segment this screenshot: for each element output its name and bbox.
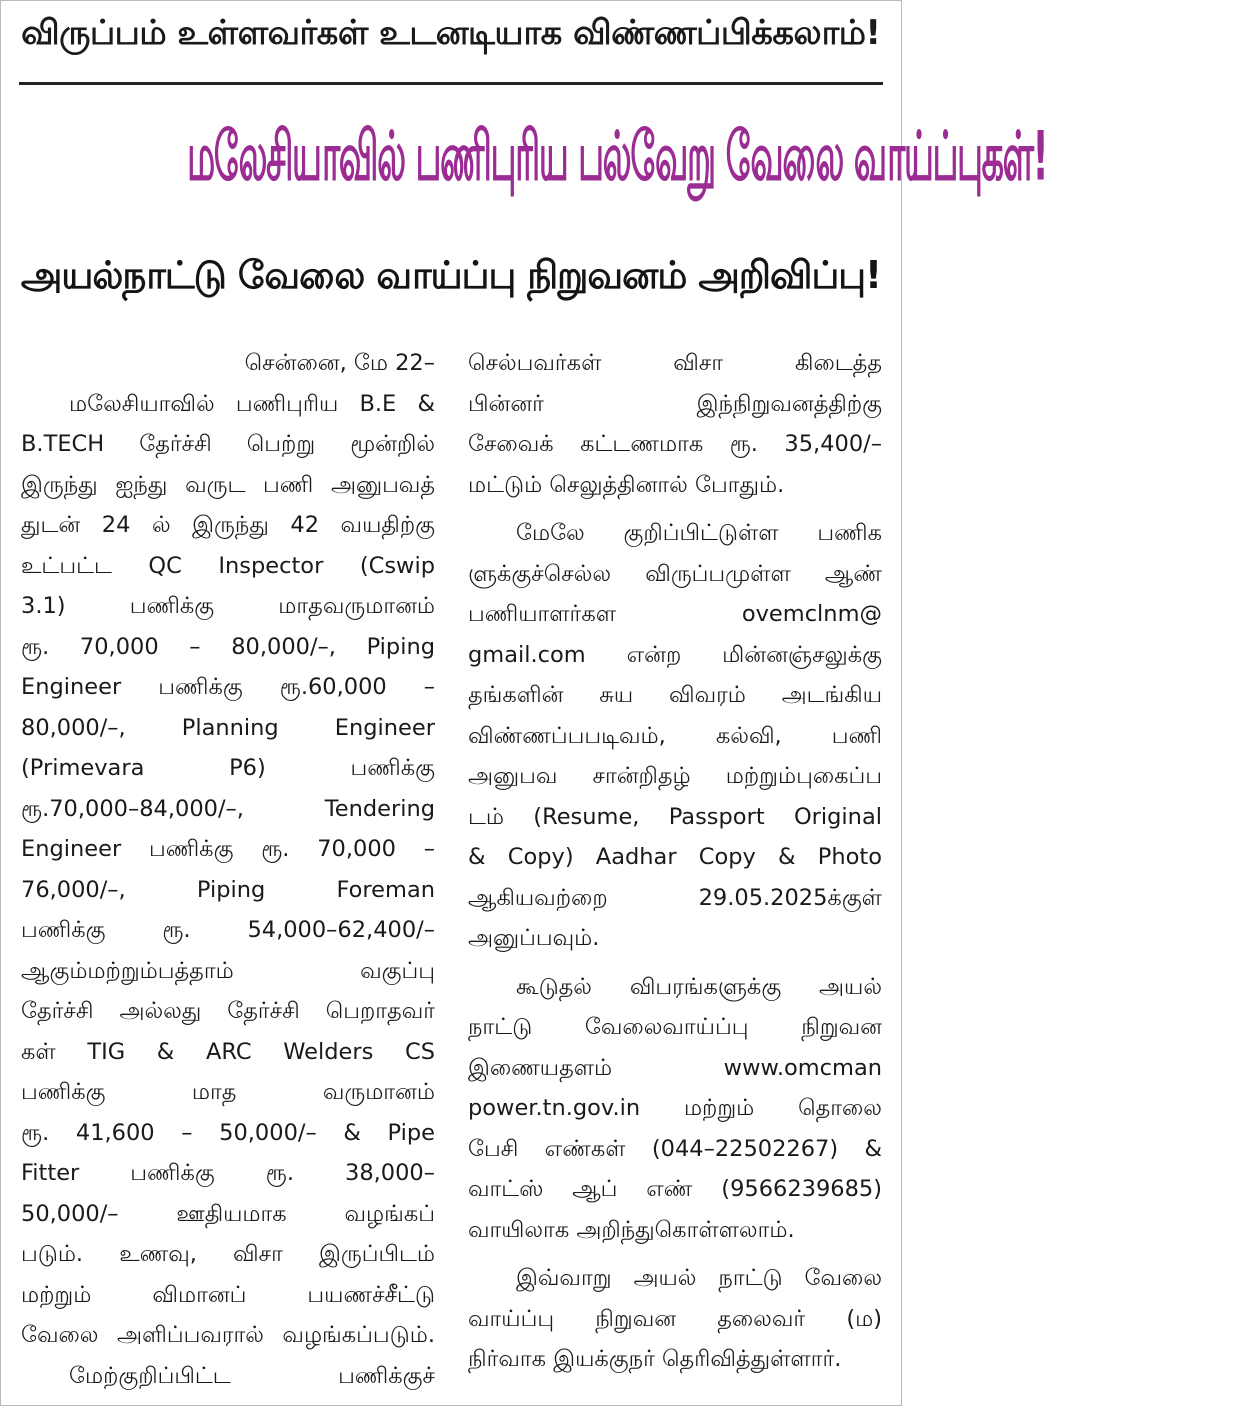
- article-line: ரூ.70,000–84,000/–, Tendering: [21, 795, 435, 822]
- article-line: நிர்வாக இயக்குநர் தெரிவித்துள்ளார்.: [468, 1346, 842, 1372]
- paragraph-gap: [468, 959, 882, 967]
- sub-headline: அயல்நாட்டு வேலை வாய்ப்பு நிறுவனம் அறிவிப்பு!: [20, 253, 882, 297]
- article-line: உட்பட்ட QC Inspector (Cswip: [21, 552, 435, 579]
- article-line: ரூ. 70,000 – 80,000/–, Piping: [21, 633, 435, 660]
- header-rule: [19, 82, 883, 85]
- whatsapp-line: வாட்ஸ் ஆப் எண் (9566239685): [468, 1176, 882, 1202]
- website-line: power.tn.gov.in மற்றும் தொலை: [468, 1095, 882, 1121]
- article-left-column: [21, 343, 435, 1396]
- article-line: பின்னர் இந்நிறுவனத்திற்கு: [468, 390, 882, 417]
- article-line: அனுபவ சான்றிதழ் மற்றும்புகைப்ப: [468, 763, 882, 789]
- article-line: ளுக்குச்செல்ல விருப்பமுள்ள ஆண்: [468, 560, 882, 587]
- article-line: பணிக்கு ரூ. 54,000–62,400/–: [21, 917, 435, 943]
- article-line: B.TECH தேர்ச்சி பெற்று மூன்றில்: [21, 431, 435, 457]
- article-line: மேலே குறிப்பிட்டுள்ள பணிக: [516, 520, 882, 546]
- main-headline: மலேசியாவில் பணிபுரிய பல்வேறு வேலை வாய்ப்புகள்!: [187, 117, 1048, 196]
- article-line: இவ்வாறு அயல் நாட்டு வேலை: [516, 1265, 882, 1291]
- article-line: ஆகும்மற்றும்பத்தாம் வகுப்பு: [21, 957, 435, 984]
- article-line: விண்ணப்பபடிவம், கல்வி, பணி: [468, 722, 882, 749]
- article-line: தங்களின் சுய விவரம் அடங்கிய: [468, 682, 882, 708]
- article-line: மலேசியாவில் பணிபுரிய B.E &: [69, 390, 435, 417]
- article-line: கூடுதல் விபரங்களுக்கு அயல்: [516, 973, 882, 1000]
- article-line: செல்பவர்கள் விசா கிடைத்த: [468, 350, 882, 376]
- website-line: இணையதளம் www.omcman: [468, 1054, 882, 1081]
- article-line: நாட்டு வேலைவாய்ப்பு நிறுவன: [468, 1014, 882, 1040]
- article-line: அனுப்பவும்.: [468, 925, 600, 951]
- phone-line: பேசி எண்கள் (044–22502267) &: [468, 1135, 882, 1162]
- email-line: gmail.com என்ற மின்னஞ்சலுக்கு: [468, 641, 882, 668]
- article-line: இருந்து ஐந்து வருட பணி அனுபவத்: [21, 471, 435, 498]
- article-line: மட்டும் செலுத்தினால் போதும்.: [468, 471, 785, 498]
- article-line: பணிக்கு மாத வருமானம்: [21, 1079, 435, 1105]
- article-line: துடன் 24 ல் இருந்து 42 வயதிற்கு: [21, 512, 435, 538]
- article-line: மற்றும் விமானப் பயணச்சீட்டு: [21, 1281, 435, 1308]
- paragraph-gap: [468, 505, 882, 513]
- article-line: Fitter பணிக்கு ரூ. 38,000–: [21, 1160, 435, 1186]
- article-line: 3.1) பணிக்கு மாதவருமானம்: [21, 593, 435, 619]
- article-line: 80,000/–, Planning Engineer: [21, 714, 435, 741]
- deadline-line: ஆகியவற்றை 29.05.2025க்குள்: [468, 884, 882, 911]
- article-line: படும். உணவு, விசா இருப்பிடம்: [21, 1241, 435, 1267]
- article-line: வேலை அளிப்பவரால் வழங்கப்படும்.: [21, 1322, 435, 1348]
- article-right-column: [468, 343, 882, 1380]
- email-line: பணியாளர்கள ovemclnm@: [468, 601, 882, 627]
- article-line: ரூ. 41,600 – 50,000/– & Pipe: [21, 1119, 435, 1146]
- dateline: சென்னை, மே 22–: [244, 350, 435, 376]
- top-line-heading: விருப்பம் உள்ளவர்கள் உடனடியாக விண்ணப்பிக்கலாம்!: [21, 13, 881, 53]
- article-line: கள் TIG & ARC Welders CS: [21, 1038, 435, 1065]
- article-line: டம் (Resume, Passport Original: [468, 803, 882, 830]
- article-line: 76,000/–, Piping Foreman: [21, 876, 435, 903]
- article-line: (Primevara P6) பணிக்கு: [21, 755, 435, 781]
- article-line: வாய்ப்பு நிறுவன தலைவர் (ம): [468, 1305, 882, 1332]
- article-line: மேற்குறிப்பிட்ட பணிக்குச்: [69, 1362, 435, 1389]
- article-line: தேர்ச்சி அல்லது தேர்ச்சி பெறாதவர்: [21, 998, 435, 1024]
- paragraph-gap: [468, 1250, 882, 1258]
- article-line: Engineer பணிக்கு ரூ. 70,000 –: [21, 836, 435, 862]
- article-line: சேவைக் கட்டணமாக ரூ. 35,400/–: [468, 431, 882, 457]
- article-line: வாயிலாக அறிந்துகொள்ளலாம்.: [468, 1216, 795, 1243]
- article-line: 50,000/– ஊதியமாக வழங்கப்: [21, 1200, 435, 1227]
- article-line: & Copy) Aadhar Copy & Photo: [468, 844, 882, 870]
- article-line: Engineer பணிக்கு ரூ.60,000 –: [21, 674, 435, 700]
